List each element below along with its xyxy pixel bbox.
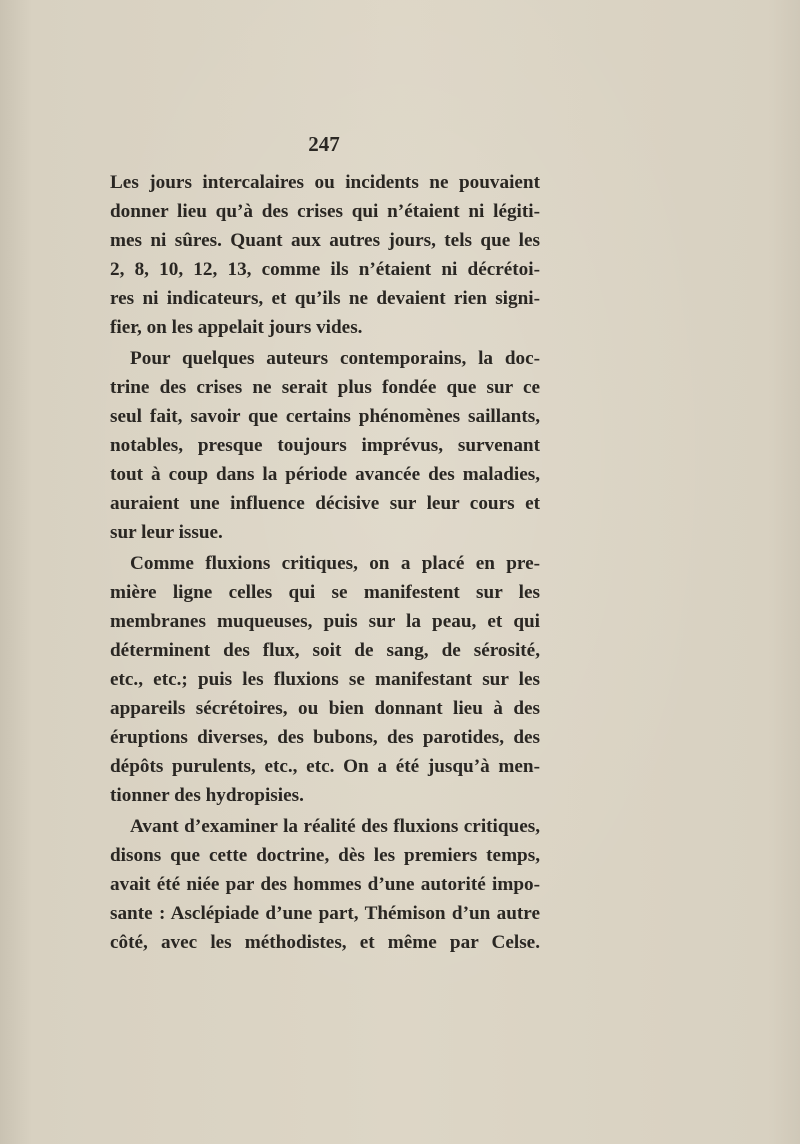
text-line: trine des crises ne serait plus fondée que sur ce <box>110 377 540 398</box>
text-line: disons que cette doctrine, dès les premiers temps, <box>110 845 540 866</box>
text-line: dépôts purulents, etc., etc. On a été jusqu’à men- <box>110 756 540 777</box>
page-number: 247 <box>308 132 340 156</box>
text-line: Avant d’examiner la réalité des fluxions critiques, <box>130 816 540 837</box>
text-line: Pour quelques auteurs contemporains, la doc- <box>130 348 540 369</box>
text-line: fier, on les appelait jours vides. <box>110 317 363 338</box>
text-line: Les jours intercalaires ou incidents ne pouvaient <box>110 172 540 193</box>
text-line: tionner des hydropisies. <box>110 785 304 806</box>
text-line: appareils sécrétoires, ou bien donnant lieu à des <box>110 698 540 719</box>
text-line: tout à coup dans la période avancée des maladies, <box>110 464 540 485</box>
text-line: sur leur issue. <box>110 522 223 543</box>
text-line: seul fait, savoir que certains phénomènes saillants, <box>110 406 540 427</box>
text-line: auraient une influence décisive sur leur cours et <box>110 493 540 514</box>
text-line: mes ni sûres. Quant aux autres jours, tels que les <box>110 230 540 251</box>
text-line: déterminent des flux, soit de sang, de sérosité, <box>110 640 540 661</box>
paragraph-2 <box>110 344 540 547</box>
text-line: Comme fluxions critiques, on a placé en pre- <box>130 553 540 574</box>
text-line: sante : Asclépiade d’une part, Thémison d’un autre <box>110 903 540 924</box>
text-line: 2, 8, 10, 12, 13, comme ils n’étaient ni décrétoi- <box>110 259 540 280</box>
text-line: donner lieu qu’à des crises qui n’étaient ni légiti- <box>110 201 540 222</box>
text-line: etc., etc.; puis les fluxions se manifestant sur les <box>110 669 540 690</box>
text-line: côté, avec les méthodistes, et même par Celse. <box>110 932 540 953</box>
text-line: éruptions diverses, des bubons, des parotides, des <box>110 727 540 748</box>
text-line: mière ligne celles qui se manifestent sur les <box>110 582 540 603</box>
paragraph-1 <box>110 168 540 342</box>
paragraph-4 <box>110 812 540 957</box>
text-line: notables, presque toujours imprévus, survenant <box>110 435 540 456</box>
text-line: membranes muqueuses, puis sur la peau, et qui <box>110 611 540 632</box>
paragraph-3 <box>110 549 540 810</box>
text-line: avait été niée par des hommes d’une autorité impo- <box>110 874 540 895</box>
body-text <box>110 168 540 957</box>
text-line: res ni indicateurs, et qu’ils ne devaient rien signi- <box>110 288 540 309</box>
